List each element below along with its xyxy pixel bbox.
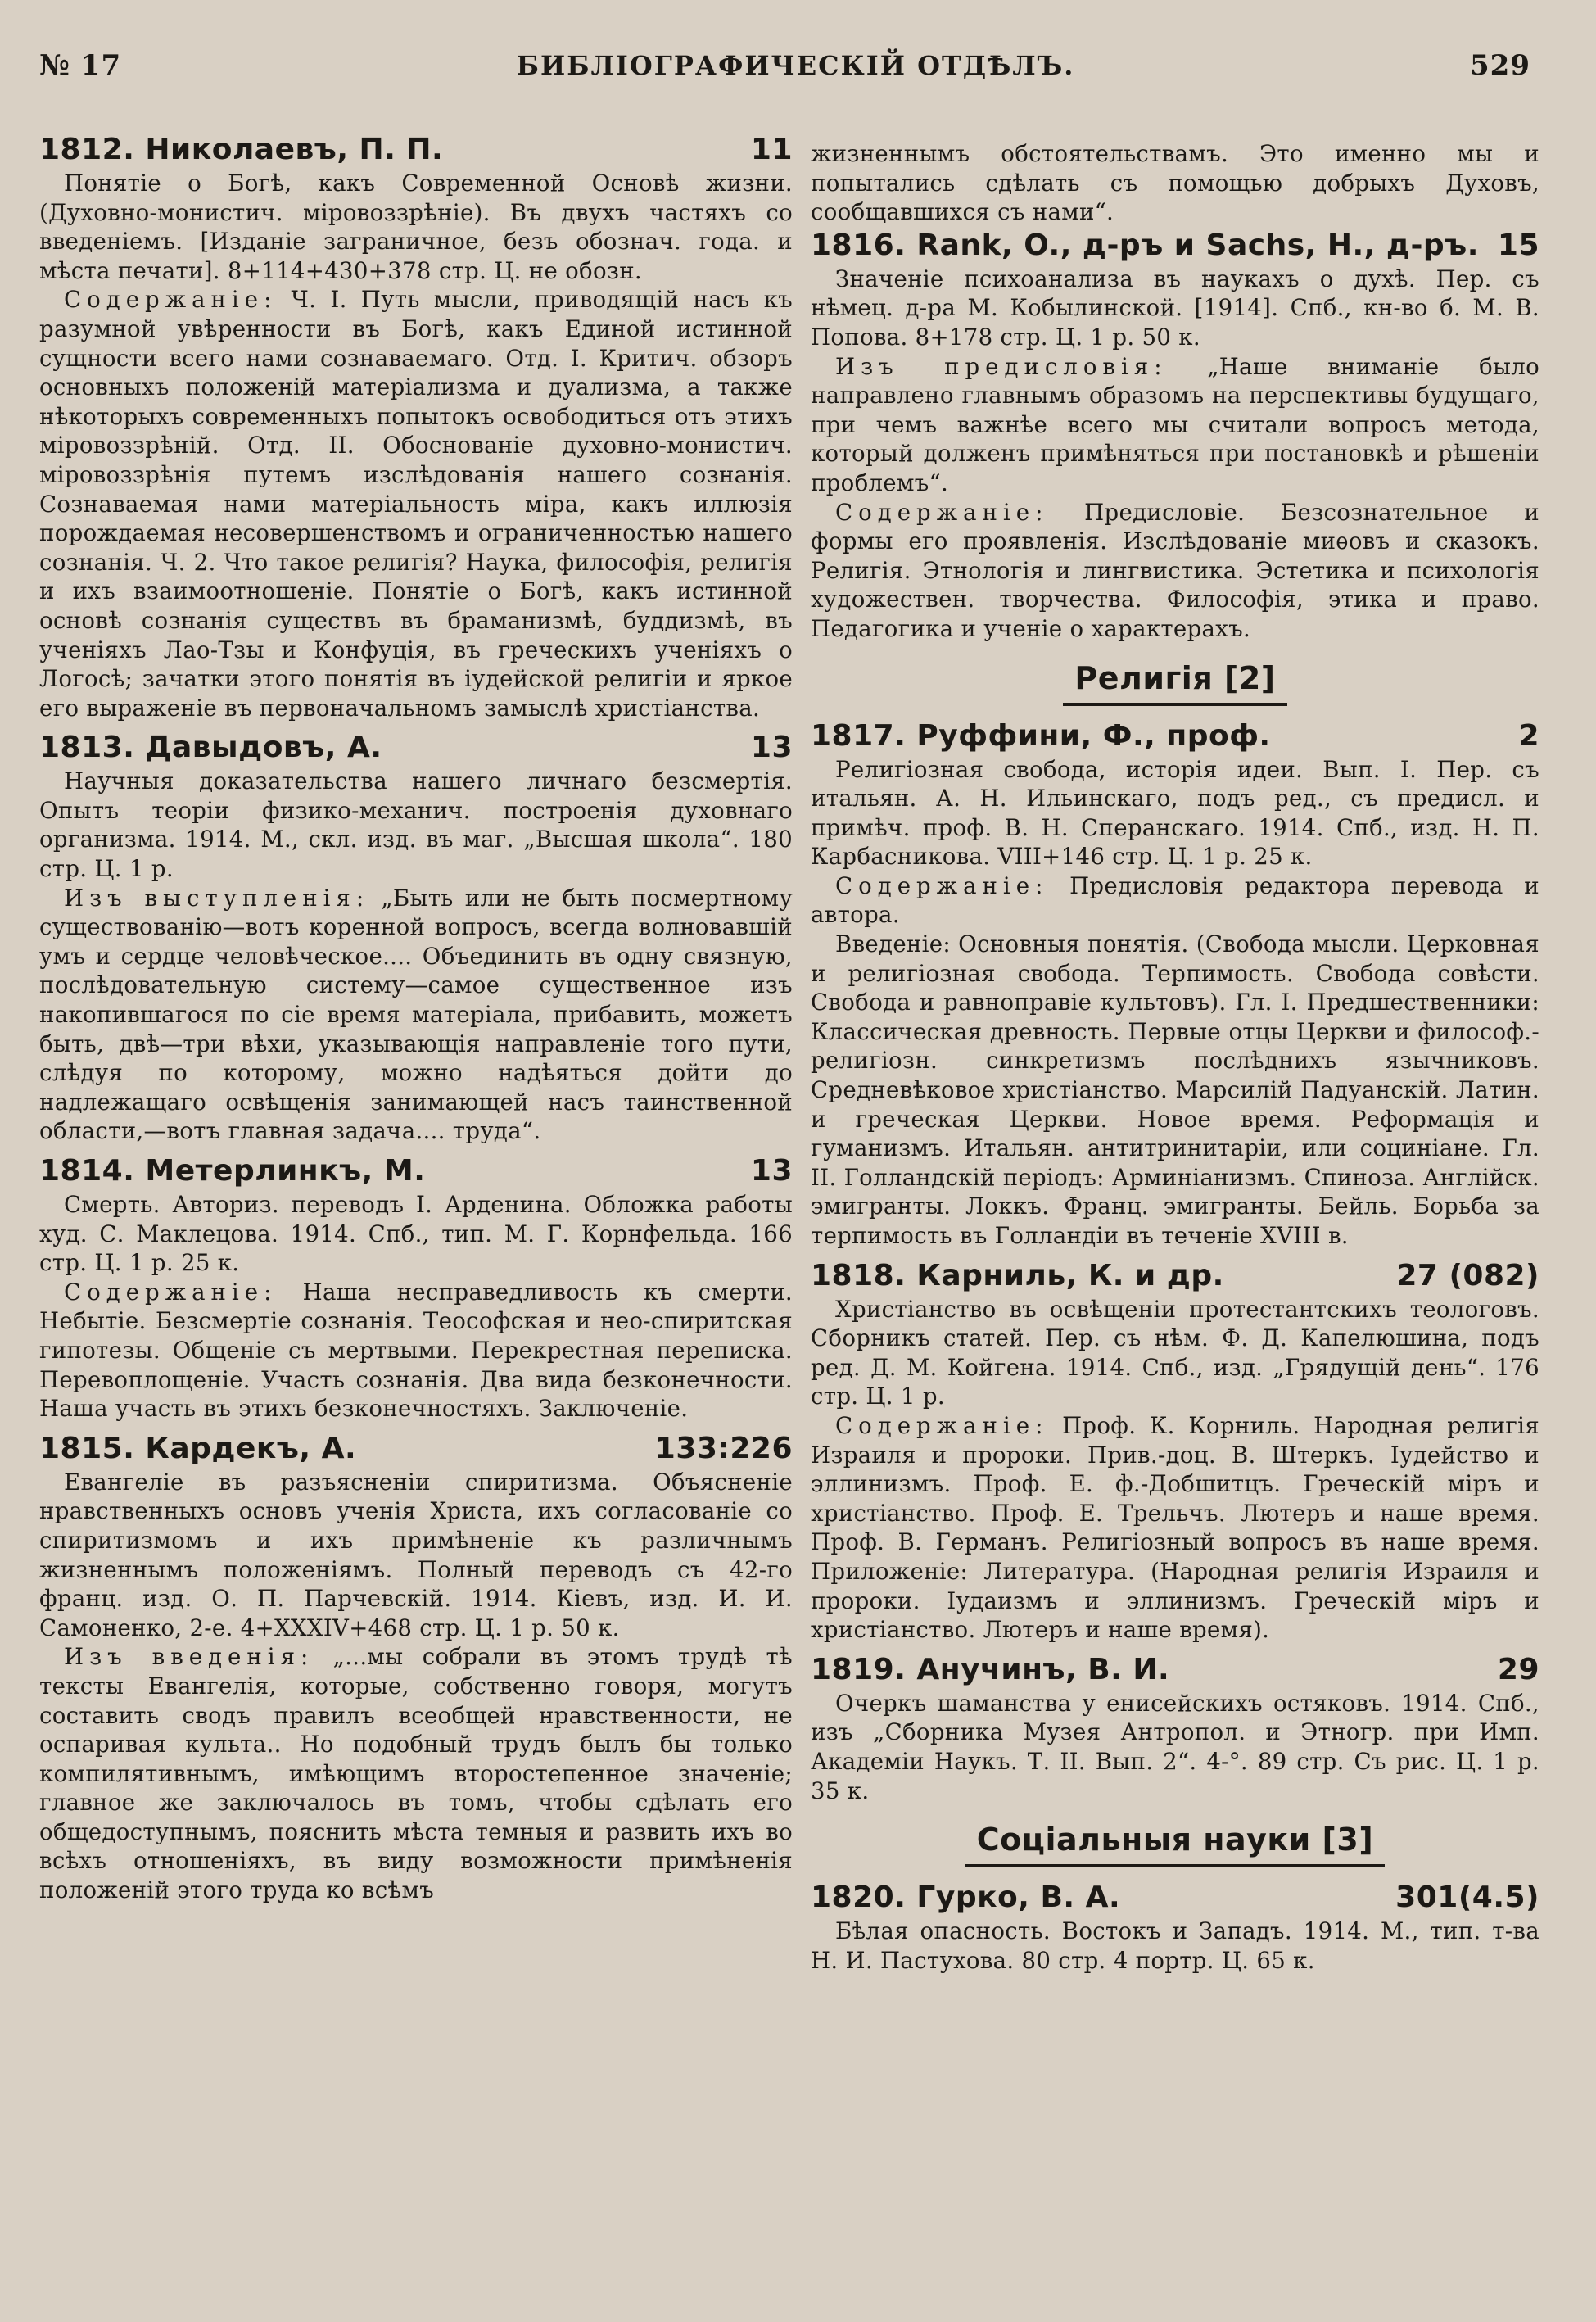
bibliography-entry <box>39 1152 793 1424</box>
entry-heading <box>39 729 793 767</box>
page-number: 529 <box>1470 49 1530 82</box>
paragraph-label: Изъ выступленія: <box>64 884 370 912</box>
classification-code: 2 <box>1518 718 1539 753</box>
bibliography-entry <box>811 1879 1539 1975</box>
section-heading-social: Соціальныя науки [3] <box>811 1820 1539 1867</box>
entry-paragraph <box>811 755 1539 871</box>
entry-author: Руффини, Ф., проф. <box>916 718 1271 753</box>
entry-number: 1812. <box>39 133 135 166</box>
paragraph-text: Очеркъ шаманства у енисейскихъ остяковъ. 1914. Спб., изъ „Сборника Музея Антропол. и Этногр. при Имп. Академіи Наукъ. Т. II. Вып. 2“. 4-°. 89 стр. Съ рис. Ц. 1 р. 35 к. <box>811 1689 1539 1804</box>
classification-code: 301(4.5) <box>1395 1881 1539 1915</box>
entry-author: Кардекъ, А. <box>145 1431 357 1465</box>
entry-heading <box>39 1152 793 1190</box>
bibliography-entry <box>39 131 793 722</box>
section-title-header: БИБЛІОГРАФИЧЕСКІЙ ОТДѢЛЪ. <box>516 50 1075 81</box>
paragraph-text: Смерть. Авториз. переводъ I. Арденина. Обложка работы худ. С. Маклецова. 1914. Спб., тип. М. Г. Корнфельда. 166 стр. Ц. 1 р. 25 к. <box>39 1191 793 1277</box>
entry-heading <box>39 1430 793 1468</box>
paragraph-text: „...мы собрали въ этомъ трудѣ тѣ тексты Евангелія, которые, собственно говоря, могутъ составить сводъ правилъ всеобщей нравственности, не оспаривая культа.. Но подобный трудъ былъ бы только компилятивнымъ, имѣющимъ второстепенное значеніе; главное же заключалось въ томъ, чтобы сдѣлать его общедоступнымъ, пояснить мѣста темныя и развить ихъ во всѣхъ отношеніяхъ, въ виду возможности примѣненія положеній этого труда ко всѣмъ <box>39 1643 793 1904</box>
entry-paragraph <box>39 1468 793 1643</box>
entry-paragraph <box>811 1917 1539 1975</box>
paragraph-label: Содержаніе: <box>835 871 1049 899</box>
issue-number: № 17 <box>39 49 122 82</box>
entry-author: Rank, O., д-ръ и Sachs, H., д-ръ. <box>916 228 1479 262</box>
entry-author: Гурко, В. А. <box>916 1881 1121 1915</box>
bibliography-entry <box>811 1257 1539 1645</box>
paragraph-text: Бѣлая опасность. Востокъ и Западъ. 1914. М., тип. т-ва Н. И. Пастухова. 80 стр. 4 портр. Ц. 65 к. <box>811 1917 1539 1974</box>
bibliography-entry <box>39 729 793 1146</box>
paragraph-text: Введеніе: Основныя понятія. (Свобода мысли. Церковная и религіозная свобода. Терпимость. Свобода совѣсти. Свобода и равноправіе культовъ). Гл. I. Предшественники: Классическая древность. Первые отцы Церкви и философ.-религіозн. синкретизмъ послѣднихъ язычниковъ. Средневѣковое христіанство. Марсилій Падуанскій. Латин. и греческая Церкви. Новое время. Реформація и гуманизмъ. Итальян. антитринитаріи, или социніане. Гл. II. Голландскій періодъ: Арминіанизмъ. Спиноза. Англійск. эмигранты. Локкъ. Франц. эмигранты. Бейль. Борьба за терпимость въ Голландіи въ теченіе XVIII в. <box>811 930 1539 1249</box>
entry-number: 1817. <box>811 718 907 753</box>
entry-number: 1818. <box>811 1258 907 1292</box>
entry-paragraph <box>811 1411 1539 1645</box>
paragraph-label: Содержаніе: <box>64 1278 278 1306</box>
entry-paragraph <box>39 1190 793 1278</box>
right-entries-a <box>811 227 1539 644</box>
entry-paragraph <box>811 352 1539 498</box>
paragraph-text: „Быть или не быть посмертному существованію—вотъ коренной вопросъ, всегда волновавшій умъ и сердце человѣческое.... Объединить въ одну связную, послѣдовательную систему—самое существенное изъ накопившагося по сіе время матеріала, прибавить, можетъ быть, двѣ—три вѣхи, указывающія направленіе того пути, слѣдуя по которому, можно надѣяться дойти до надлежащаго освѣщенія занимающей насъ таинственной области,—вотъ главная задача.... труда“. <box>39 884 793 1145</box>
entry-number: 1816. <box>811 228 907 262</box>
paragraph-text: Наша несправедливость къ смерти. Небытіе. Безсмертіе сознанія. Теософская и нео-спиритская гипотезы. Общеніе съ мертвыми. Перекрестная переписка. Перевоплощеніе. Участь сознанія. Два вида безконечности. Наша участь въ этихъ безконечностяхъ. Заключеніе. <box>39 1278 793 1423</box>
entry-author: Анучинъ, В. И. <box>916 1652 1170 1686</box>
bibliography-entry <box>811 717 1539 1251</box>
paragraph-label: Изъ предисловія: <box>835 352 1168 380</box>
entry-paragraph <box>811 871 1539 930</box>
entry-paragraph <box>39 767 793 883</box>
classification-code: 29 <box>1497 1652 1539 1686</box>
entry-paragraph <box>39 169 793 285</box>
paragraph-text: Научныя доказательства нашего личнаго безсмертія. Опытъ теоріи физико-механич. построенія духовнаго организма. 1914. М., скл. изд. въ маг. „Высшая школа“. 180 стр. Ц. 1 р. <box>39 767 793 883</box>
entry-number: 1820. <box>811 1881 907 1915</box>
entry-heading <box>811 227 1539 265</box>
classification-code: 13 <box>750 731 793 765</box>
entry-heading <box>39 131 793 169</box>
entry-paragraph <box>39 1278 793 1424</box>
entry-heading <box>811 1879 1539 1917</box>
bibliography-entry <box>811 1651 1539 1805</box>
entry-paragraph <box>811 1295 1539 1411</box>
section-heading-religion: Религія [2] <box>811 659 1539 706</box>
entry-heading <box>811 717 1539 755</box>
classification-code: 13 <box>750 1154 793 1188</box>
entry-paragraph <box>39 1642 793 1904</box>
running-head <box>39 49 1530 98</box>
paragraph-label: Содержаніе: <box>835 498 1049 526</box>
left-column <box>39 131 793 1912</box>
bibliography-entry <box>39 1430 793 1905</box>
entry-paragraph <box>811 1689 1539 1805</box>
entry-author: Давыдовъ, А. <box>145 731 382 765</box>
paragraph-text: Предисловіе. Безсознательное и формы его проявленія. Изслѣдованіе миѳовъ и сказокъ. Религія. Этнологія и лингвистика. Эстетика и психологія художествен. творчества. Философія, этика и право. Педагогика и ученіе о характерахъ. <box>811 498 1539 642</box>
paragraph-text: Значеніе психоанализа въ наукахъ о духѣ. Пер. съ нѣмец. д-ра М. Кобылинской. [1914]. Спб., кн-во б. М. В. Попова. 8+178 стр. Ц. 1 р. 50 к. <box>811 265 1539 351</box>
classification-code: 133:226 <box>654 1431 793 1465</box>
right-column <box>811 139 1539 1981</box>
entry-paragraph <box>811 265 1539 352</box>
paragraph-text: Ч. I. Путь мысли, приводящій насъ къ разумной увѣренности въ Богѣ, какъ Единой истинной сущности всего нами сознаваемаго. Отд. I. Критич. обзоръ основныхъ положеній матеріализма и дуализма, а также нѣкоторыхъ современныхъ попытокъ освободиться отъ этихъ міровоззрѣній. Отд. II. Обоснованіе духовно-монистич. міровоззрѣнія путемъ изслѣдованія нашего сознанія. Сознаваемая нами матеріальность міра, какъ иллюзія порождаемая несовершенствомъ и ограниченностью нашего сознанія. Ч. 2. Что такое религія? Наука, философія, религія и ихъ взаимоотношеніе. Понятіе о Богѣ, какъ истинной основѣ сознанія существъ въ браманизмѣ, буддизмѣ, въ ученіяхъ Лао-Тзы и Конфуція, въ греческихъ ученіяхъ о Логосѣ; зачатки этого понятія въ іудейской религіи и яркое его выраженіе въ первоначальномъ замыслѣ христіанства. <box>39 286 793 722</box>
entry-number: 1815. <box>39 1431 135 1465</box>
paragraph-text: „Наше вниманіе было направлено главнымъ образомъ на перспективы будущаго, при чемъ важнѣе всего мы считали вопросъ метода, который долженъ примѣняться при постановкѣ и рѣшеніи проблемъ“. <box>811 352 1539 496</box>
entry-author: Николаевъ, П. П. <box>145 133 444 166</box>
entry-number: 1814. <box>39 1154 135 1188</box>
paragraph-text: Предисловія редактора перевода и автора. <box>811 871 1539 929</box>
paragraph-text: Евангеліе въ разъясненіи спиритизма. Объясненіе нравственныхъ основъ ученія Христа, ихъ согласованіе со спиритизмомъ и ихъ примѣненіе къ различнымъ жизненнымъ положеніямъ. Полный переводъ съ 42-го франц. изд. О. П. Парчевскій. 1914. Кіевъ, изд. И. И. Самоненко, 2-е. 4+XXXIV+468 стр. Ц. 1 р. 50 к. <box>39 1468 793 1641</box>
entry-number: 1819. <box>811 1652 907 1686</box>
continuation-text: жизненнымъ обстоятельствамъ. Это именно мы и попытались сдѣлать съ помощью добрыхъ Духовъ, сообщавшихся съ нами“. <box>811 140 1539 226</box>
paragraph-text: Религіозная свобода, исторія идеи. Вып. I. Пер. съ итальян. А. Н. Ильинскаго, подъ ред., съ предисл. и примѣч. проф. В. Н. Сперанскаго. 1914. Спб., изд. Н. П. Карбасникова. VIII+146 стр. Ц. 1 р. 25 к. <box>811 755 1539 871</box>
paragraph-text: Понятіе о Богѣ, какъ Современной Основѣ жизни. (Духовно-монистич. міровоззрѣніе). Въ двухъ частяхъ со введеніемъ. [Изданіе заграничное, безъ обознач. года. и мѣста печати]. 8+114+430+378 стр. Ц. не обозн. <box>39 170 793 284</box>
entry-paragraph <box>39 884 793 1146</box>
paragraph-label: Содержаніе: <box>64 286 278 314</box>
paragraph-label: Содержаніе: <box>835 1411 1049 1439</box>
entry-paragraph <box>39 285 793 722</box>
entry-author: Метерлинкъ, М. <box>145 1154 426 1188</box>
bibliography-entry <box>811 227 1539 644</box>
classification-code: 11 <box>750 133 793 166</box>
right-entries-social <box>811 1879 1539 1975</box>
paragraph-label: Изъ введенія: <box>64 1643 314 1671</box>
classification-code: 27 (082) <box>1396 1258 1539 1292</box>
entry-heading <box>811 1257 1539 1295</box>
entry-author: Карниль, К. и др. <box>916 1258 1224 1292</box>
entry-heading <box>811 1651 1539 1689</box>
right-entries-religion <box>811 717 1539 1806</box>
paragraph-text: Христіанство въ освѣщеніи протестантскихъ теологовъ. Сборникъ статей. Пер. съ нѣм. Ф. Д. Капелюшина, подъ ред. Д. М. Койгена. 1914. Спб., изд. „Грядущій день“. 176 стр. Ц. 1 р. <box>811 1295 1539 1410</box>
entry-paragraph <box>811 930 1539 1251</box>
entry-paragraph <box>811 498 1539 644</box>
paragraph-text: Проф. К. Корниль. Народная религія Израиля и пророки. Прив.-доц. В. Штеркъ. Іудейство и эллинизмъ. Проф. Е. ф.-Добшитцъ. Греческій міръ и христіанство. Проф. Е. Трельчъ. Лютеръ и наше время. Проф. В. Германъ. Религіозный вопросъ въ наше время. Приложеніе: Литература. (Народная религія Израиля и пророки. Іудаизмъ и эллинизмъ. Греческій міръ и христіанство. Лютеръ и наше время). <box>811 1411 1539 1644</box>
classification-code: 15 <box>1497 228 1539 262</box>
entry-number: 1813. <box>39 731 135 765</box>
